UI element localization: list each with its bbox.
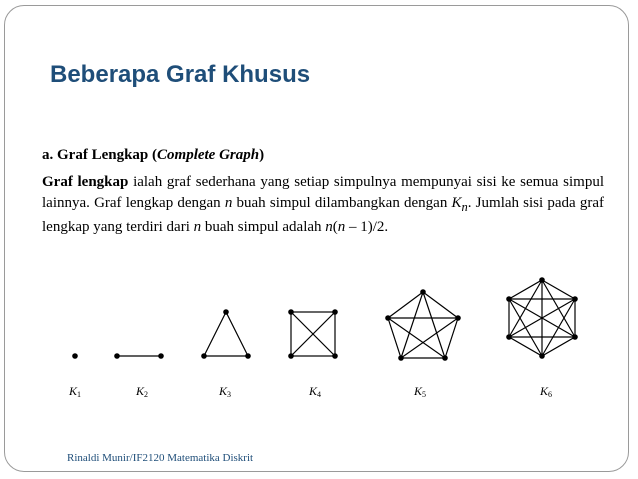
vertex (572, 296, 578, 302)
vertex (506, 334, 512, 340)
vertex (455, 315, 461, 321)
graph-k4-figure (288, 309, 338, 359)
vertex (288, 353, 294, 359)
vertex (223, 309, 229, 315)
subheading-english-term: Complete Graph (157, 147, 260, 163)
vertex (385, 315, 391, 321)
graph-label-k1: K1 (69, 384, 82, 399)
graph-k2-figure (114, 353, 164, 359)
vertex (398, 355, 404, 361)
edge (204, 312, 248, 356)
variable-n: n (325, 219, 333, 235)
subheading-suffix: ) (259, 147, 265, 163)
symbol-k: K (451, 194, 462, 211)
paragraph-text: buah simpul dilambangkan dengan (232, 194, 452, 211)
variable-n: n (337, 219, 346, 235)
graph-k5-figure (385, 289, 461, 361)
symbol-k-subscript: n (461, 199, 468, 214)
edge (388, 292, 458, 358)
graph-label-k2: K2 (136, 384, 149, 399)
paragraph-text: . Jumlah sisi pada graf lengkap yang terdiri dari (42, 194, 604, 235)
slide-title: Beberapa Graf Khusus (50, 61, 311, 88)
graph-label-k4: K4 (309, 384, 322, 399)
graph-k3-figure (201, 309, 251, 359)
graph-label-k3: K3 (219, 384, 232, 399)
vertex (332, 353, 338, 359)
vertex (72, 353, 78, 359)
paragraph-text: – 1)/2. (345, 219, 389, 235)
paragraph-text: buah simpul adalah (201, 219, 326, 235)
vertex (201, 353, 207, 359)
vertex (420, 289, 426, 295)
slide-footer: Rinaldi Munir/IF2120 Matematika Diskrit (67, 452, 254, 464)
vertex (158, 353, 164, 359)
paragraph-text: ( (332, 219, 338, 235)
variable-n: n (193, 219, 202, 235)
vertex (245, 353, 251, 359)
vertex (114, 353, 120, 359)
graph-label-k6: K6 (540, 384, 553, 399)
vertex (506, 296, 512, 302)
subheading-prefix: a. Graf Lengkap ( (42, 147, 158, 163)
vertex (572, 334, 578, 340)
vertex (288, 309, 294, 315)
vertex (539, 353, 545, 359)
graph-k6-figure (506, 277, 578, 359)
graph-label-k5: K5 (414, 384, 427, 399)
variable-n: n (224, 194, 233, 211)
vertex (442, 355, 448, 361)
vertex (539, 277, 545, 283)
paragraph-text: ialah graf sederhana yang setiap simpulnya mempunyai sisi ke semua simpul lainnya. Graf lengkap dengan (42, 174, 604, 211)
vertex (332, 309, 338, 315)
defined-term: Graf lengkap (42, 174, 129, 190)
graph-k1-figure (72, 353, 78, 359)
